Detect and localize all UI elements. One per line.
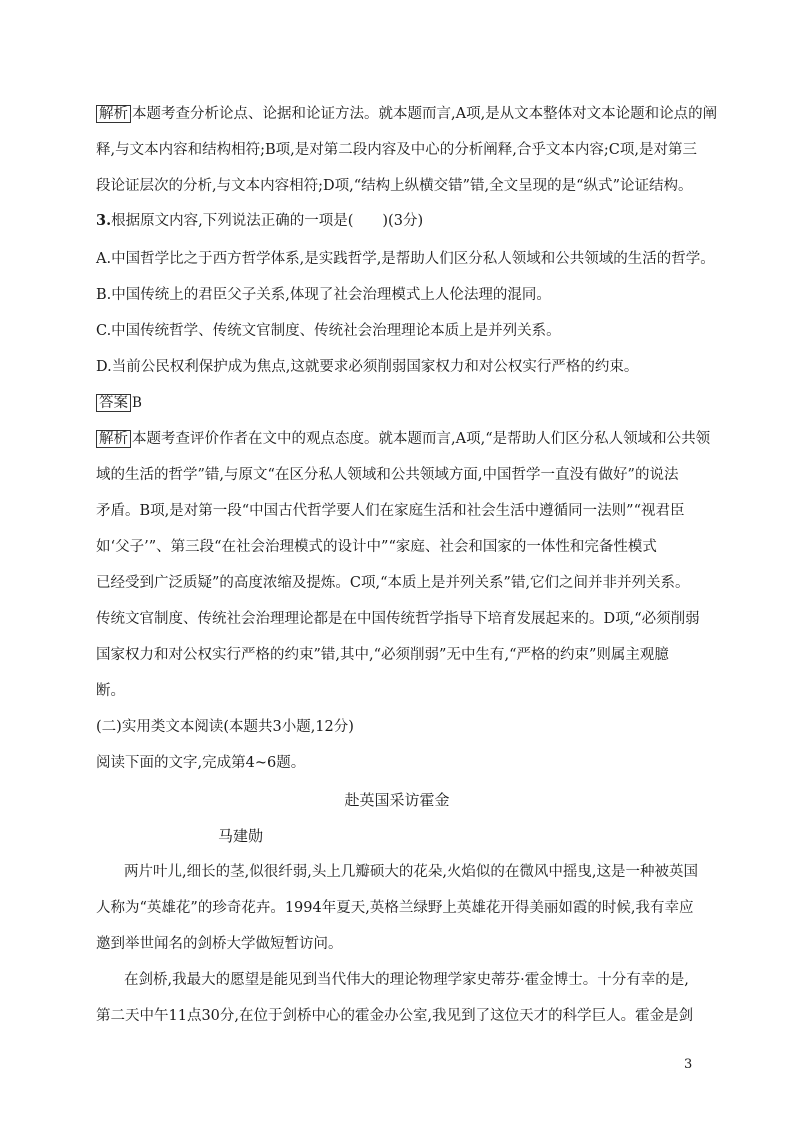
question3-option-d: D.当前公民权利保护成为焦点,这就要求必须削弱国家权力和对公权实行严格的约束。 xyxy=(96,359,639,375)
analysis3-line7: 国家权力和对公权实行严格的约束”错,其中,“必须削弱”无中生有,“严格的约束”则属主观臆 xyxy=(96,647,669,663)
question3-stem: 3.根据原文内容,下列说法正确的一项是( )(3分) xyxy=(96,212,424,229)
analysis3-line1: 解析 本题考查评价作者在文中的观点态度。就本题而言,A项,“是帮助人们区分私人领域和公共领 xyxy=(96,429,716,449)
article-p1-line2: 人称为“英雄花”的珍奇花卉。1994年夏天,英格兰绿野上英雄花开得美丽如霞的时候,我有幸应 xyxy=(96,900,694,916)
analysis3-line2: 域的生活的哲学”错,与原文“在区分私人领域和公共领域方面,中国哲学一直没有做好”的说法 xyxy=(96,467,679,483)
answer3 xyxy=(96,393,716,413)
page-number: 3 xyxy=(684,1057,693,1072)
section-heading: (二)实用类文本阅读(本题共3小题,12分) xyxy=(96,719,354,735)
article-p1-line1: 两片叶儿,细长的茎,似很纤弱,头上几瓣硕大的花朵,火焰似的在微风中摇曳,这是一种被英国 xyxy=(124,864,699,880)
analysis3-line4: 如‘父子’”、第三段“在社会治理模式的设计中”“家庭、社会和国家的一体性和完备性模式 xyxy=(96,539,657,555)
question3-option-c: C.中国传统哲学、传统文官制度、传统社会治理理论本质上是并列关系。 xyxy=(96,323,561,339)
article-p1-line3: 邀到举世闻名的剑桥大学做短暂访问。 xyxy=(96,936,343,952)
analysis3-line8: 断。 xyxy=(96,683,125,699)
analysis2-line1: 解析 本题考查分析论点、论据和论证方法。就本题而言,A项,是从文本整体对文本论题和论点的阐 xyxy=(96,104,716,124)
analysis3-line3: 矛盾。B项,是对第一段“中国古代哲学要人们在家庭生活和社会生活中遵循同一法则”“视君臣 xyxy=(96,503,685,519)
article-author: 马建勋 xyxy=(218,827,264,845)
answer-tag: 答案 xyxy=(96,394,131,412)
answer-value: B xyxy=(132,395,142,411)
analysis-tag: 解析 xyxy=(96,430,131,448)
question-number: 3. xyxy=(96,212,112,229)
article-p2-line2: 第二天中午11点30分,在位于剑桥中心的霍金办公室,我见到了这位天才的科学巨人。霍金是剑 xyxy=(96,1008,694,1024)
question3-option-b: B.中国传统上的君臣父子关系,体现了社会治理模式上人伦法理的混同。 xyxy=(96,287,551,303)
question3-option-a: A.中国哲学比之于西方哲学体系,是实践哲学,是帮助人们区分私人领域和公共领域的生活的哲学。 xyxy=(96,251,715,267)
section-instruction: 阅读下面的文字,完成第4~6题。 xyxy=(96,755,306,771)
analysis2-line2: 释,与文本内容和结构相符;B项,是对第二段内容及中心的分析阐释,合乎文本内容;C项,是对第三 xyxy=(96,142,697,158)
article-p2-line1: 在剑桥,我最大的愿望是能见到当代伟大的理论物理学家史蒂芬·霍金博士。十分有幸的是, xyxy=(124,972,689,988)
analysis3-line5: 已经受到广泛质疑”的高度浓缩及提炼。C项,“本质上是并列关系”错,它们之间并非并列关系。 xyxy=(96,575,690,591)
analysis-tag: 解析 xyxy=(96,105,131,123)
article-title: 赴英国采访霍金 xyxy=(344,791,450,809)
analysis2-line3: 段论证层次的分析,与文本内容相符;D项,“结构上纵横交错”错,全文呈现的是“纵式”论证结构。 xyxy=(96,178,693,194)
analysis3-line6: 传统文官制度、传统社会治理理论都是在中国传统哲学指导下培育发展起来的。D项,“必须削弱 xyxy=(96,611,700,627)
